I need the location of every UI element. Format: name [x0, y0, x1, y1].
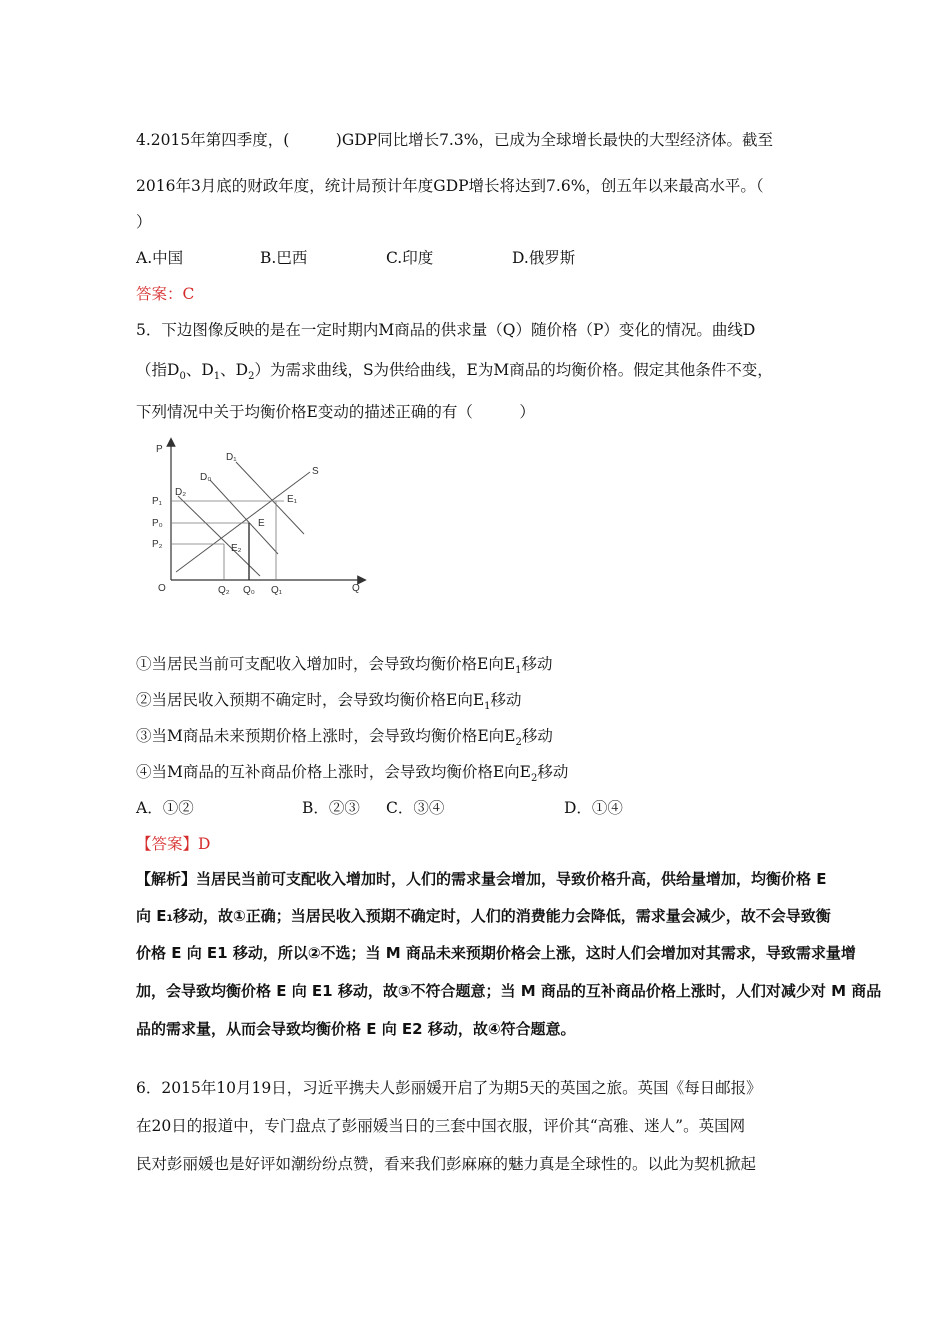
q5-analysis-line-1: 【解析】当居民当前可支配收入增加时，人们的需求量会增加，导致价格升高，供给量增加，均衡价格 E: [136, 870, 827, 888]
label-d2: D₂: [175, 487, 187, 498]
q5-statement-4: ④当M商品的互补商品价格上涨时，会导致均衡价格E向$E_2$移动: [136, 763, 569, 785]
supply-curve-s: [176, 472, 310, 572]
demand-curve-d2: [178, 496, 260, 576]
label-d0: D₀: [200, 472, 212, 483]
q5-option-b: B．②③: [302, 799, 360, 817]
label-p0: P₀: [152, 518, 163, 529]
label-q1: Q₁: [271, 585, 283, 596]
q5-line-1: 5．下边图像反映的是在一定时期内M商品的供求量（Q）随价格（P）变化的情况。曲线D: [136, 321, 756, 339]
q5-option-c: C．③④: [386, 799, 445, 817]
label-q2: Q₂: [218, 585, 230, 596]
q4-option-c: C.印度: [386, 249, 434, 267]
q5-answer: 【答案】D: [136, 835, 211, 853]
label-e: E: [258, 518, 265, 529]
label-q-axis: Q: [352, 583, 360, 594]
q4-line-1: 4.2015年第四季度，( )GDP同比增长7.3%，已成为全球增长最快的大型经济体。截至: [136, 131, 773, 149]
label-origin: O: [158, 583, 166, 594]
analysis-label: 【解析】: [136, 870, 197, 888]
q5-analysis-line-2: 向 E₁移动，故①正确；当居民收入预期不确定时，人们的消费能力会降低，需求量会减少，故不会导致衡: [136, 907, 831, 925]
label-q0: Q₀: [243, 585, 255, 596]
q6-line-1: 6．2015年10月19日，习近平携夫人彭丽媛开启了为期5天的英国之旅。英国《每日邮报》: [136, 1079, 762, 1097]
label-p-axis: P: [156, 444, 163, 455]
q5-line-2: （指$D_0$、$D_1$、$D_2$）为需求曲线，S为供给曲线，E为M商品的均衡价格。假定其他条件不变，: [136, 361, 773, 383]
supply-demand-diagram: [140, 436, 370, 606]
q5-line-3: 下列情况中关于均衡价格E变动的描述正确的有（ ）: [136, 403, 535, 421]
q5-option-a: A．①②: [136, 799, 194, 817]
q4-answer: 答案：C: [136, 285, 195, 303]
q5-analysis-line-3: 价格 E 向 E1 移动，所以②不选；当 M 商品未来预期价格会上涨，这时人们会增加对其需求，导致需求量增: [136, 944, 856, 962]
q4-line-3: ）: [136, 213, 152, 231]
q5-statement-3: ③当M商品未来预期价格上涨时，会导致均衡价格E向$E_2$移动: [136, 727, 553, 749]
q6-line-2: 在20日的报道中，专门盘点了彭丽媛当日的三套中国衣服，评价其“高雅、迷人”。英国网: [136, 1117, 746, 1135]
label-d1: D₁: [226, 452, 237, 463]
q5-statement-2: ②当居民收入预期不确定时，会导致均衡价格E向$E_1$移动: [136, 691, 522, 713]
q5-analysis-line-4: 加，会导致均衡价格 E 向 E1 移动，故③不符合题意；当 M 商品的互补商品价格上涨时，人们对减少对 M 商品: [136, 982, 882, 1000]
q4-option-a: A.中国: [136, 249, 184, 267]
label-s: S: [312, 466, 319, 477]
q4-option-d: D.俄罗斯: [512, 249, 576, 267]
label-p1: P₁: [152, 496, 163, 507]
q5-statement-1: ①当居民当前可支配收入增加时，会导致均衡价格E向$E_1$移动: [136, 655, 553, 677]
q5-option-d: D．①④: [564, 799, 623, 817]
label-e1: E₁: [287, 494, 298, 505]
q4-option-b: B.巴西: [260, 249, 308, 267]
q4-line-2: 2016年3月底的财政年度，统计局预计年度GDP增长将达到7.6%，创五年以来最高水平。（: [136, 177, 764, 195]
demand-curve-d0: [210, 480, 278, 554]
label-p2: P₂: [152, 539, 163, 550]
q6-line-3: 民对彭丽媛也是好评如潮纷纷点赞，看来我们彭麻麻的魅力真是全球性的。以此为契机掀起: [136, 1155, 757, 1173]
label-e2: E₂: [231, 543, 242, 554]
q5-analysis-line-5: 品的需求量，从而会导致均衡价格 E 向 E2 移动，故④符合题意。: [136, 1020, 576, 1038]
